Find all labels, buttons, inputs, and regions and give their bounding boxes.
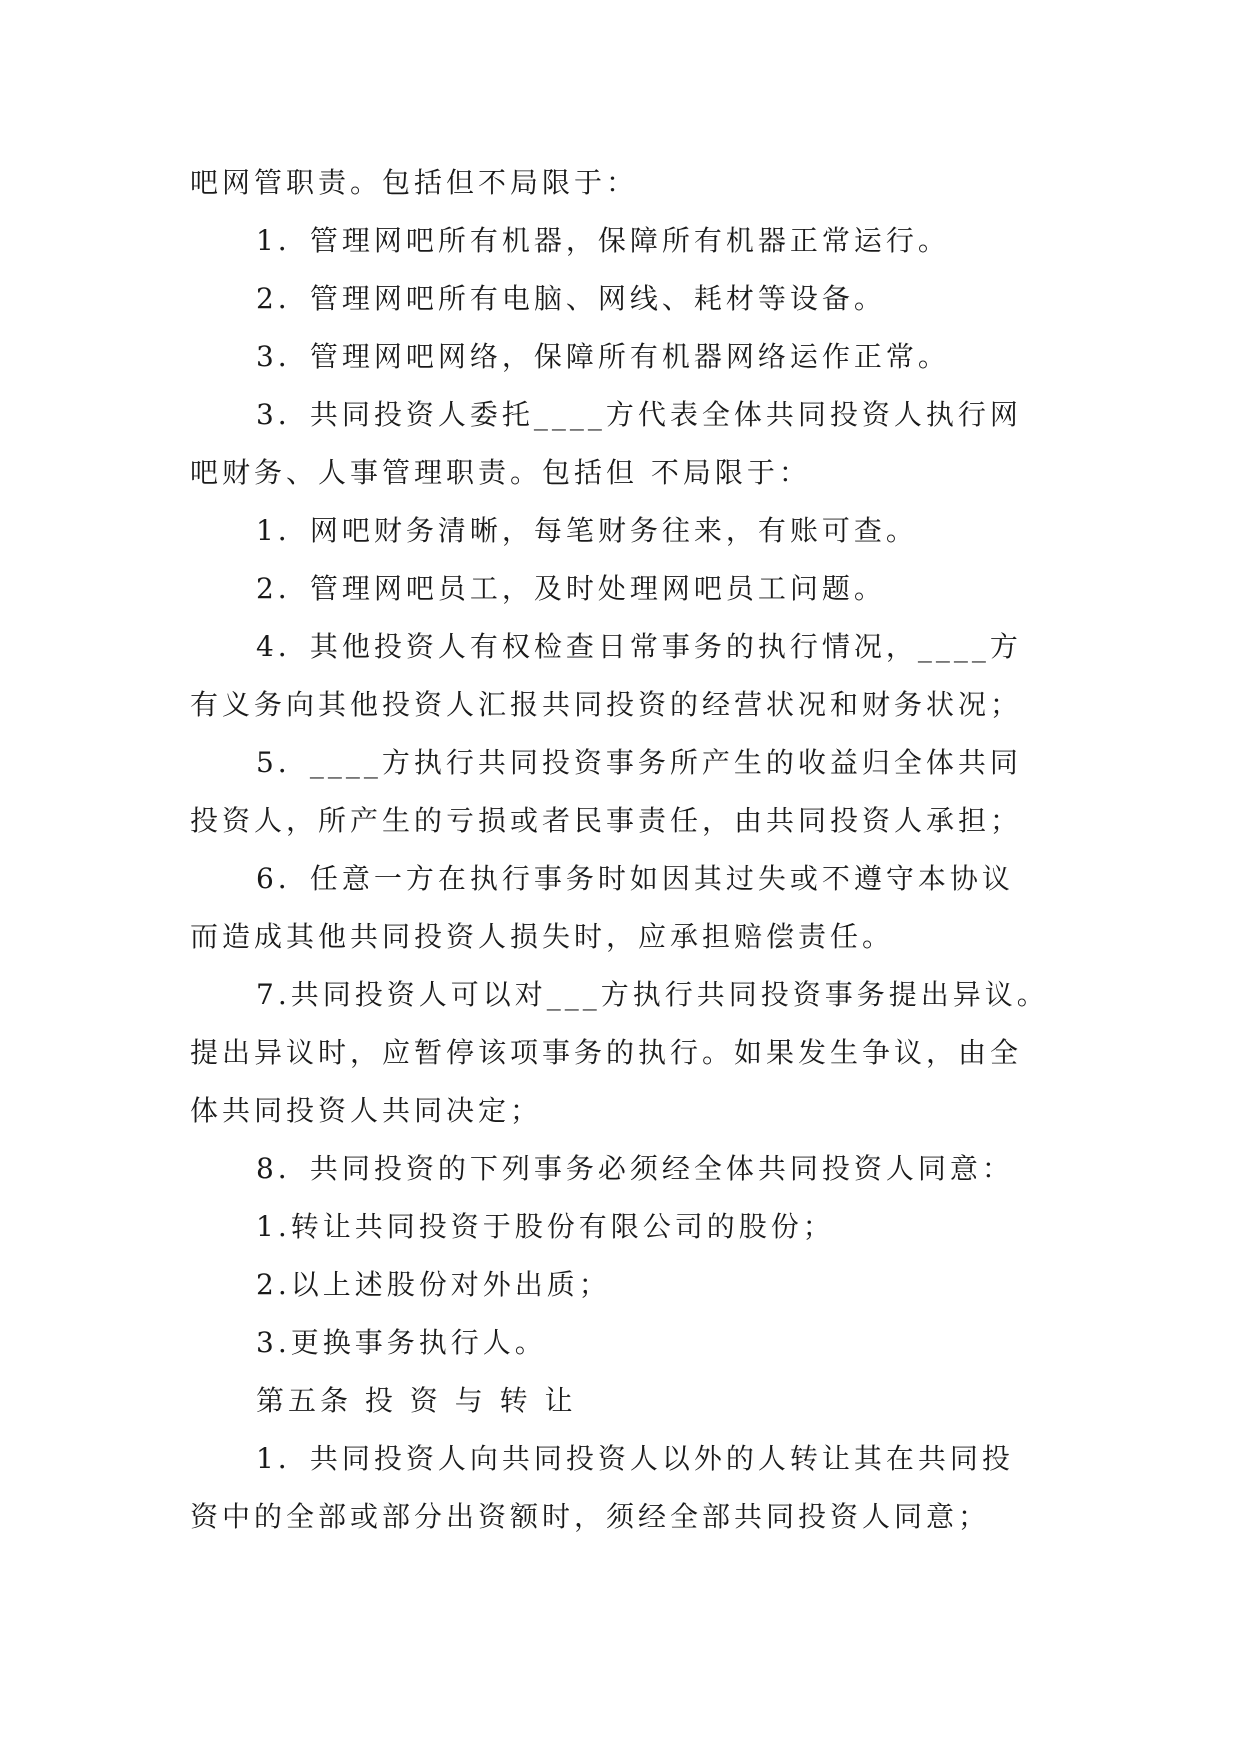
text-line: 2．管理网吧所有电脑、网线、耗材等设备。 bbox=[256, 282, 886, 315]
text-line: 有义务向其他投资人汇报共同投资的经营状况和财务状况； bbox=[190, 688, 1023, 721]
text-line: 吧网管职责。包括但不局限于： bbox=[190, 166, 639, 199]
text-line: 资中的全部或部分出资额时，须经全部共同投资人同意； bbox=[190, 1500, 991, 1533]
text-line: 2.以上述股份对外出质； bbox=[256, 1268, 611, 1301]
text-line: 吧财务、人事管理职责。包括但 不局限于： bbox=[190, 456, 811, 489]
text-line: 8．共同投资的下列事务必须经全体共同投资人同意： bbox=[256, 1152, 1014, 1185]
text-line: 3．共同投资人委托____方代表全体共同投资人执行网 bbox=[256, 398, 1022, 431]
text-line: 3.更换事务执行人。 bbox=[256, 1326, 547, 1359]
text-line: 体共同投资人共同决定； bbox=[190, 1094, 543, 1127]
text-line: 3．管理网吧网络，保障所有机器网络运作正常。 bbox=[256, 340, 950, 373]
text-line: 1．共同投资人向共同投资人以外的人转让其在共同投 bbox=[256, 1442, 1014, 1475]
text-line: 投资人，所产生的亏损或者民事责任，由共同投资人承担； bbox=[190, 804, 1023, 837]
text-line: 4．其他投资人有权检查日常事务的执行情况，____方 bbox=[256, 630, 1022, 663]
text-line: 7.共同投资人可以对___方执行共同投资事务提出异议。 bbox=[256, 978, 1049, 1011]
text-line: 1.转让共同投资于股份有限公司的股份； bbox=[256, 1210, 835, 1243]
text-line: 1．网吧财务清晰，每笔财务往来，有账可查。 bbox=[256, 514, 918, 547]
text-line: 2．管理网吧员工，及时处理网吧员工问题。 bbox=[256, 572, 886, 605]
section-heading: 第五条 投 资 与 转 让 bbox=[256, 1384, 577, 1417]
text-line: 而造成其他共同投资人损失时，应承担赔偿责任。 bbox=[190, 920, 895, 953]
document-body bbox=[190, 154, 1070, 1546]
text-line: 5．____方执行共同投资事务所产生的收益归全体共同 bbox=[256, 746, 1022, 779]
text-line: 1．管理网吧所有机器，保障所有机器正常运行。 bbox=[256, 224, 950, 257]
text-line: 6．任意一方在执行事务时如因其过失或不遵守本协议 bbox=[256, 862, 1014, 895]
text-line: 提出异议时，应暂停该项事务的执行。如果发生争议，由全 bbox=[190, 1036, 1023, 1069]
